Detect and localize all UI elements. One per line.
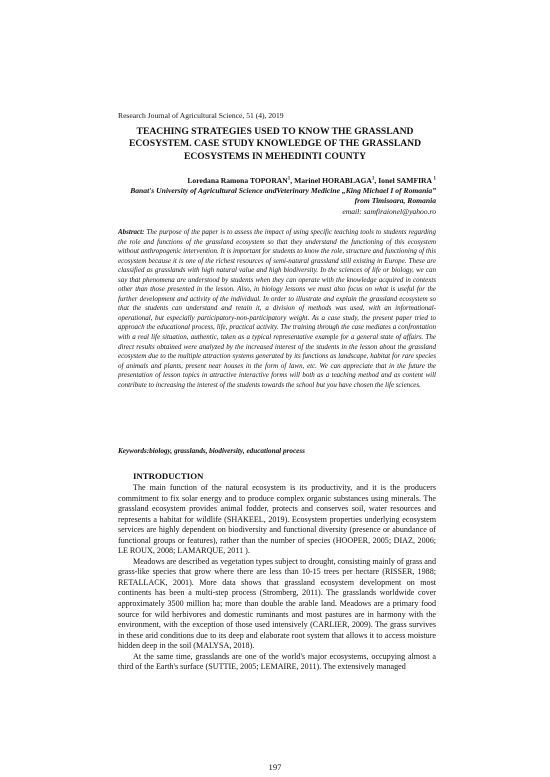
author-separator: , bbox=[374, 176, 379, 185]
abstract-text: The purpose of the paper is to assess the impact of using specific teaching tools to students regarding the role and functions of the grassland ecosystem so that they understand the functioning of this ecosystem without anthropogenic intervention. It is important for students to know the role, structure and functioning of this ecosystem because it is one of the richest resources of semi-natural grassland still existing in Europe. These are classified as grasslands with high natural value and high biodiversity. In the sciences of life or biology, we can say that phenomena are understood by students when they can operate with the knowledge acquired in contexts other than those presented in the lesson. Also, in biology lessons we must also focus on what is useful for the further development and activity of the individual. In order to illustrate and explain the grassland ecosystem so that the students can understand and retain it, a division of methods was used, with an informational-operational, but especially participatory-non-participatory weight. As a case study, the present paper tried to approach the educational process, life, practical activity. The training through the case mediates a confrontation with a real life situation, authentic, taken as a typical representative example for a general state of affairs. The direct results obtained were analyzed by the increased interest of the students in the lesson about the grassland ecosystem due to the multiple attraction systems generated by its functions as landscape, habitat for rare species of animals and plants, present near houses in the form of lawn, etc. We can appreciate that in the future the presentation of lesson topics in attractive interactive forms will both as a teaching method and as content will contribute to increasing the interest of the students towards the school but you have chosen the life sciences. bbox=[118, 228, 436, 389]
affiliation: Banat's University of Agricultural Science andVeterinary Medicine „King Michael I of Romania” bbox=[130, 186, 436, 196]
abstract-label: Abstract: bbox=[118, 228, 145, 236]
author-3: Ionel SAMFIRA bbox=[378, 176, 432, 185]
section-heading-introduction: INTRODUCTION bbox=[133, 471, 204, 481]
paper-title bbox=[100, 126, 450, 163]
paragraph: At the same time, grasslands are one of the world's major ecosystems, occupying almost a third of the Earth's surface (SUTTIE, 2005; LEMAIRE, 2011). The extensively managed bbox=[118, 651, 436, 672]
author-2: Marinel HORABLAGA bbox=[294, 176, 372, 185]
journal-header: Research Journal of Agricultural Science, 51 (4), 2019 bbox=[118, 111, 284, 120]
contact-email: email: samfiraionel@yahoo.ro bbox=[342, 206, 436, 216]
title-line-3: ECOSYSTEMS IN MEHEDINTI COUNTY bbox=[183, 150, 367, 162]
paragraph: The main function of the natural ecosystem is its productivity, and it is the producers commitment to fix solar energy and to produce complex organic substances using minerals. The grassland ecosystem provides animal fodder, protects and conserves soil, water resources and represents a habitat for wildlife (SHAKEEL, 2019). Ecosystem properties underlying ecosystem services are highly dependent on biodiversity and functional diversity (presence or abundance of functional groups or features), rather than the number of species (HOOPER, 2005; DIAZ, 2006; LE ROUX, 2008; LAMARQUE, 2011 ). bbox=[118, 483, 436, 556]
paragraph: Meadows are described as vegetation types subject to drought, consisting mainly of grass and grass-like species that grow where there are less than 10-15 trees per hectare (RISSER, 1988; RETALLACK, 2001). More data shows that grassland ecosystem development on most continents has been a multi-step process (Stromberg, 2011). The grasslands worldwide cover approximately 3500 million ha; more than double the arable land. Meadows are a primary food source for wild herbivores and domestic ruminants and most pastures are in harmony with the environment, with the exception of those used intensively (CARLIER, 2009). The grass survives in these arid conditions due to its deep and elaborate root system that allows it to access moisture hidden deep in the soil (MALYSA, 2018). bbox=[118, 556, 436, 651]
author-2-affil-mark: 1 bbox=[371, 176, 375, 182]
author-1: Loredana Ramona TOPORAN bbox=[187, 176, 288, 185]
author-separator: , bbox=[290, 176, 295, 185]
keywords: Keywords:biology, grasslands, biodiversity, educational process bbox=[118, 447, 305, 455]
author-block bbox=[118, 176, 436, 217]
introduction-body bbox=[118, 483, 436, 673]
title-line-2: ECOSYSTEM. CASE STUDY KNOWLEDGE OF THE GRASSLAND bbox=[128, 138, 422, 150]
author-1-affil-mark: 1 bbox=[287, 176, 291, 182]
page-number: 197 bbox=[268, 762, 282, 772]
abstract bbox=[118, 228, 436, 390]
title-line-1: TEACHING STRATEGIES USED TO KNOW THE GRASSLAND bbox=[136, 126, 414, 137]
author-names bbox=[118, 176, 436, 186]
author-3-affil-mark: 1 bbox=[433, 176, 436, 182]
affiliation-city: from Timisoara, Romania bbox=[354, 196, 436, 206]
